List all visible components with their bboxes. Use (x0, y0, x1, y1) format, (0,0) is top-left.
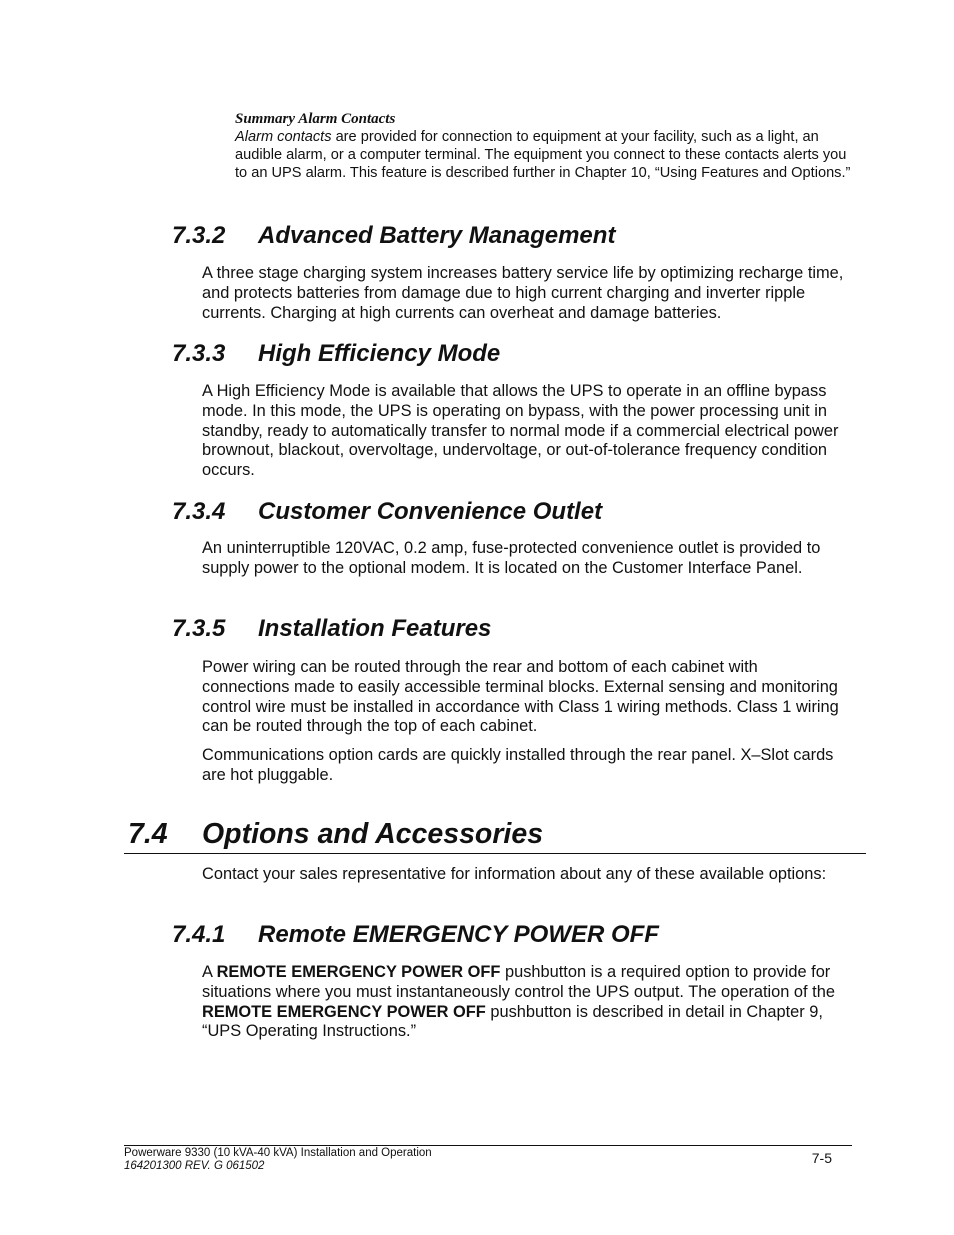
footer-divider (124, 1145, 852, 1146)
section-number: 7.3.2 (172, 222, 226, 249)
summary-lead: Alarm contacts (235, 129, 332, 145)
section-number: 7.3.5 (172, 615, 226, 642)
section-number: 7.3.3 (172, 340, 226, 367)
summary-body (235, 128, 855, 182)
summary-title: Summary Alarm Contacts (235, 111, 396, 127)
paragraph-7-3-2: A three stage charging system increases battery service life by optimizing recharge time, and protects batteries from damage due to high current charging and inverter ripple currents. Charging at high currents can overheat and damage batteries. (202, 264, 844, 322)
section-title: Options and Accessories (202, 818, 544, 850)
page-number: 7-5 (811, 1150, 832, 1166)
summary-text: are provided for connection to equipment at your facility, such as a light, an audible alarm, or a computer terminal. The equipment you connect to these contacts alerts you to an UPS alarm. This feature is described further in Chapter 10, “Using Features and Options.” (235, 129, 851, 181)
heading-7-4 (128, 818, 543, 850)
paragraph-7-3-5-wiring: Power wiring can be routed through the rear and bottom of each cabinet with connections made to easily accessible terminal blocks. External sensing and monitoring control wire must be installed in accordance with Class 1 wiring methods. Class 1 wiring can be routed through the top of each cabinet. (202, 658, 839, 736)
footer-title: Powerware 9330 (10 kVA-40 kVA) Installation and Operation (124, 1147, 432, 1159)
paragraph-7-3-3: A High Efficiency Mode is available that allows the UPS to operate in an offline bypass mode. In this mode, the UPS is operating on bypass, with the power processing unit in standby, ready to automatically transfer to normal mode if a commercial electrical power brownout, blackout, overvoltage, undervoltage, or out-of-tolerance frequency condition occurs. (202, 382, 839, 480)
bold-term: REMOTE EMERGENCY POWER OFF (202, 1002, 486, 1021)
heading-7-3-4 (172, 498, 602, 526)
section-title: Customer Convenience Outlet (258, 498, 603, 525)
heading-7-3-2 (172, 222, 615, 250)
footer-doc-info (124, 1147, 432, 1173)
section-title: Installation Features (258, 615, 492, 642)
paragraph-7-4: Contact your sales representative for information about any of these available options: (202, 865, 827, 883)
paragraph-7-3-5-cards: Communications option cards are quickly installed through the rear panel. X–Slot cards are hot pluggable. (202, 746, 834, 784)
section-title: High Efficiency Mode (258, 340, 501, 367)
heading-7-3-3 (172, 340, 500, 368)
section-number: 7.3.4 (172, 498, 226, 525)
text-run: A (202, 963, 217, 981)
footer-revision: 164201300 REV. G 061502 (124, 1160, 265, 1172)
section-number: 7.4.1 (172, 921, 226, 948)
section-title: Advanced Battery Management (258, 222, 616, 249)
summary-alarm-contacts (235, 110, 855, 182)
heading-7-3-5 (172, 615, 491, 643)
text-run: pushbutton is a required option to provide for situations where you must instantaneously control the UPS output. The operation of the (202, 963, 835, 1001)
heading-7-4-1 (172, 921, 659, 949)
bold-term: REMOTE EMERGENCY POWER OFF (216, 963, 501, 981)
text-run: pushbutton is described in detail in Chapter 9, “UPS Operating Instructions.” (202, 1002, 823, 1041)
section-title: Remote EMERGENCY POWER OFF (258, 921, 659, 948)
paragraph-7-3-4: An uninterruptible 120VAC, 0.2 amp, fuse-protected convenience outlet is provided to supply power to the optional modem. It is located on the Customer Interface Panel. (202, 539, 821, 577)
section-divider (124, 853, 866, 854)
paragraph-7-4-1 (202, 963, 847, 1042)
section-number: 7.4 (128, 818, 168, 850)
